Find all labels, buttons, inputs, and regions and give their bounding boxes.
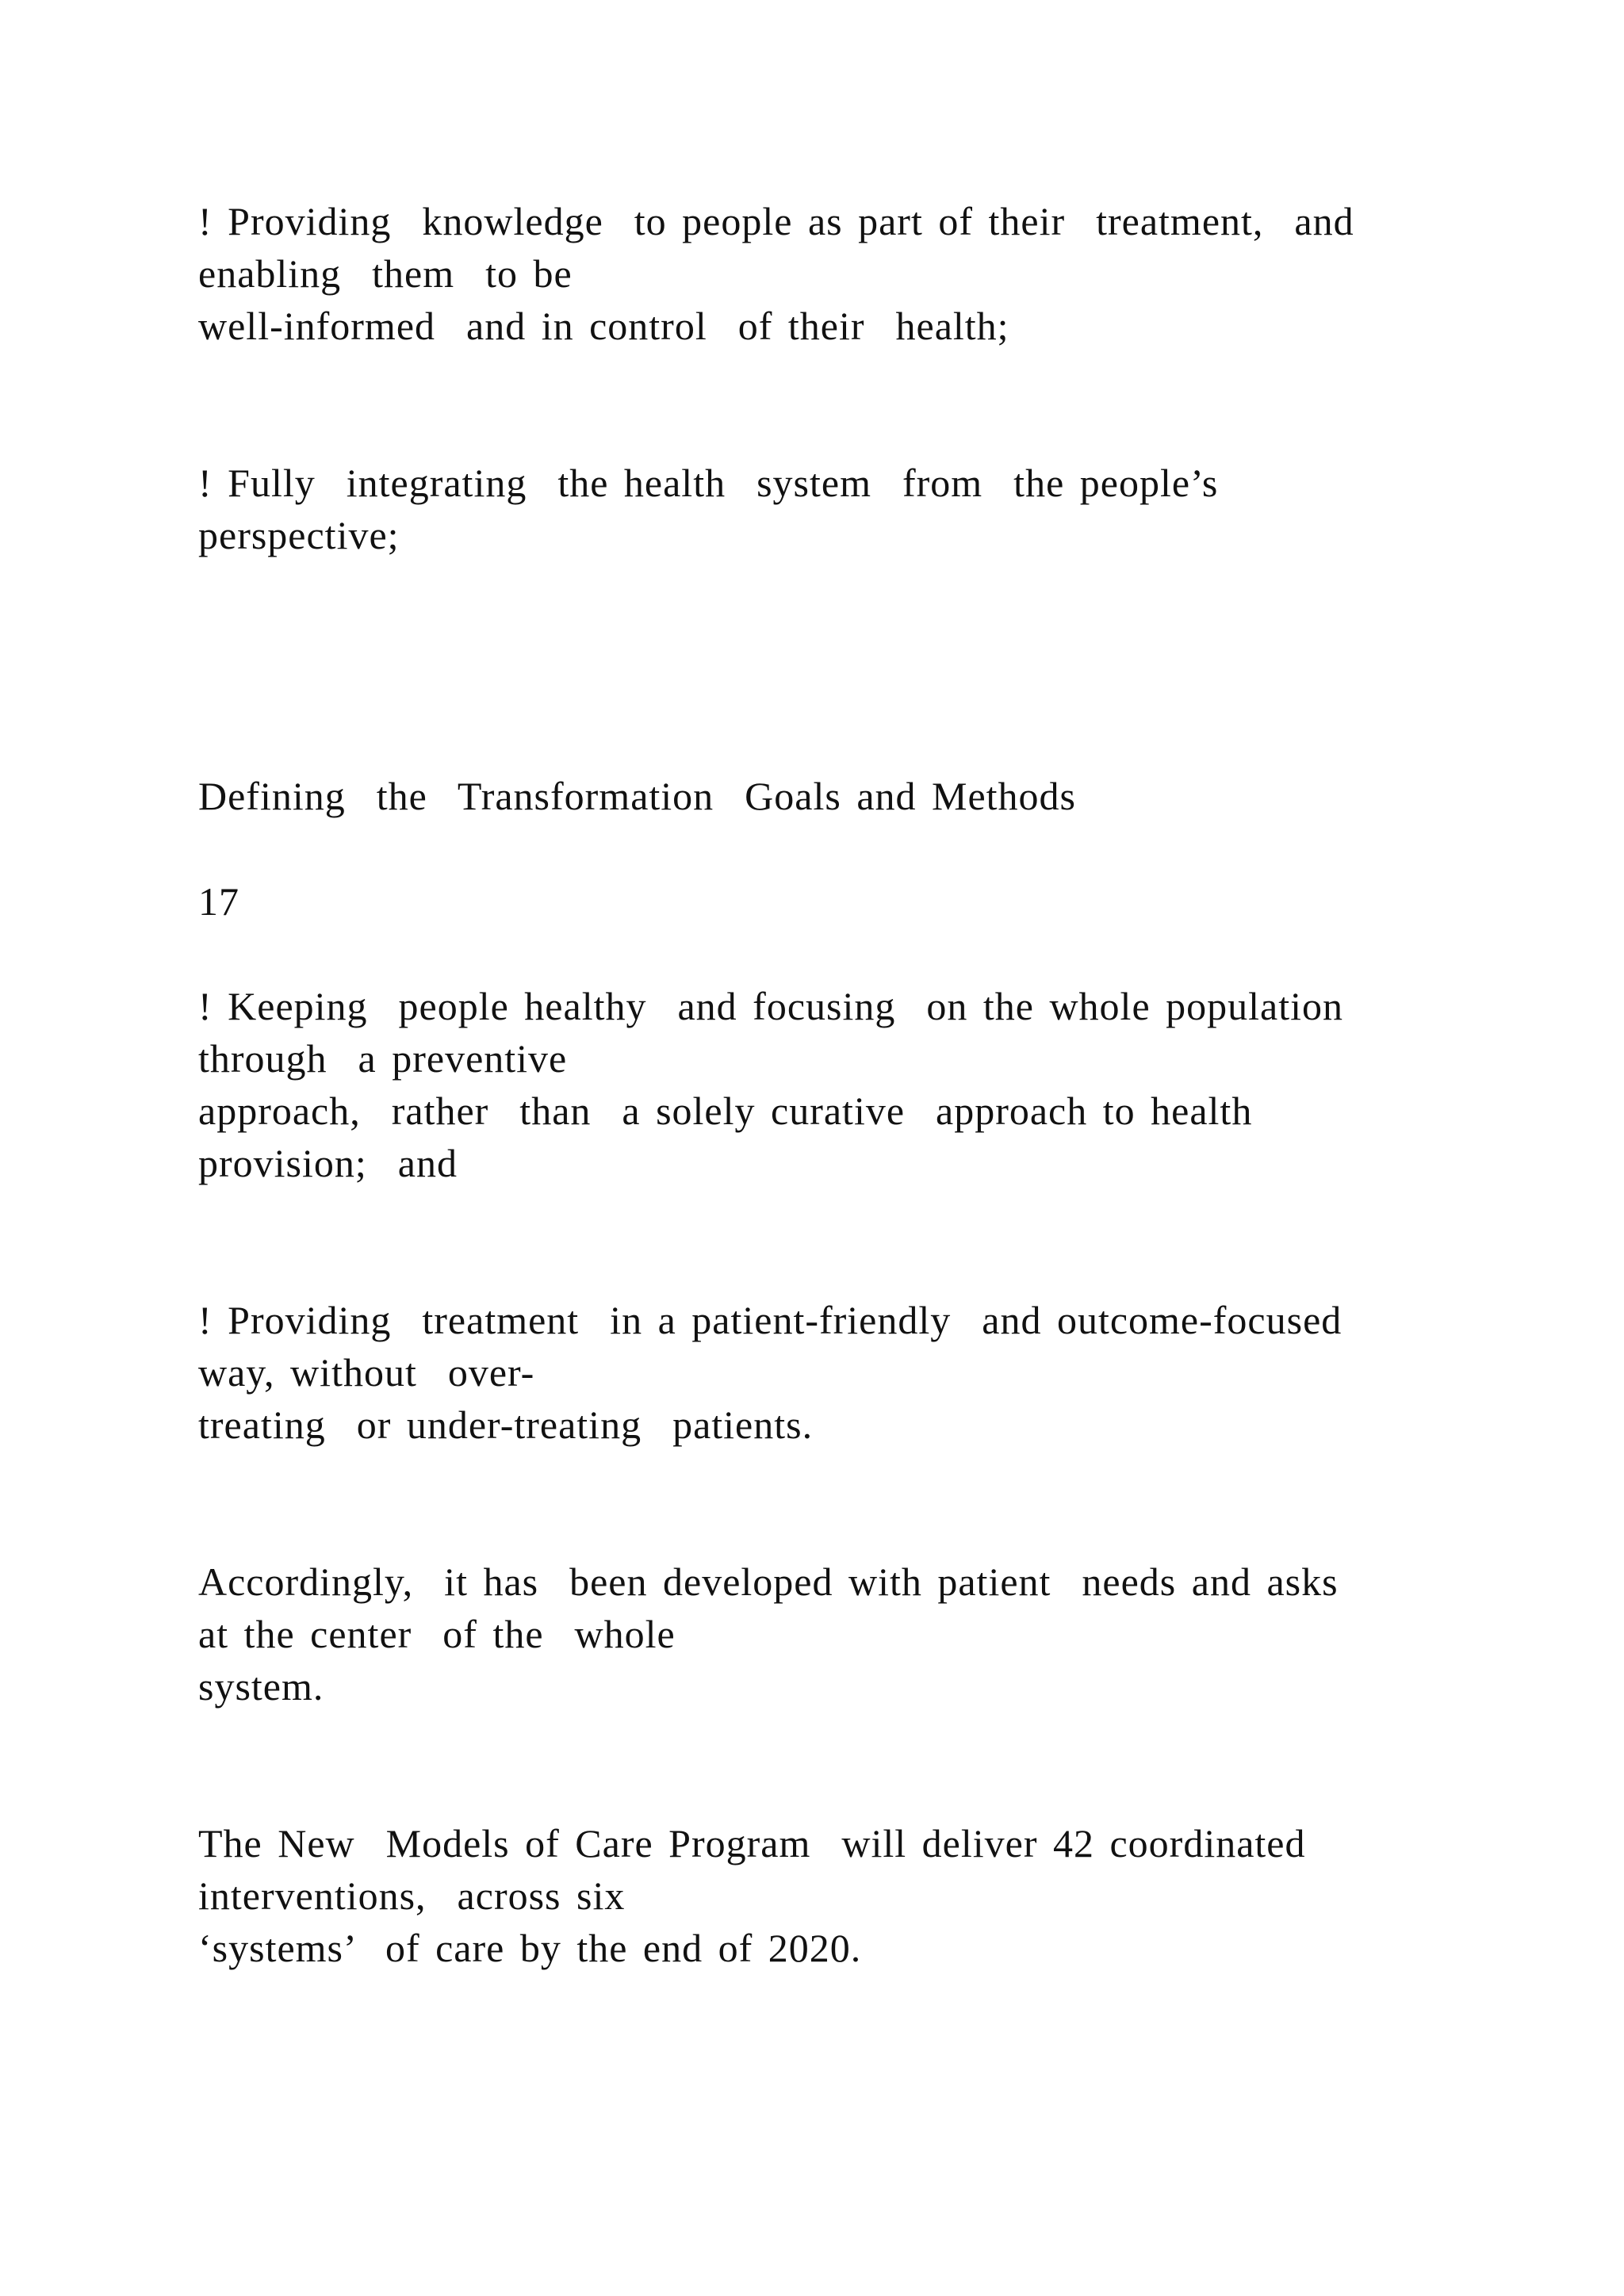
text-line: enabling them to be [198, 251, 573, 296]
text-line: approach, rather than a solely curative approach to health [198, 1089, 1253, 1133]
text-line: interventions, across six [198, 1873, 626, 1918]
text-line: ! Providing treatment in a patient-friendly and outcome-focused [198, 1298, 1342, 1342]
bullet-paragraph-knowledge [198, 195, 1435, 352]
text-line: ! Providing knowledge to people as part of their treatment, and [198, 199, 1354, 243]
text-line: way, without over- [198, 1350, 535, 1395]
text-line: at the center of the whole [198, 1612, 676, 1656]
text-line: The New Models of Care Program will deliver 42 coordinated [198, 1821, 1306, 1866]
text-line: system. [198, 1664, 324, 1709]
text-line: perspective; [198, 513, 400, 557]
bullet-paragraph-treatment [198, 1294, 1435, 1451]
bullet-paragraph-prevention [198, 980, 1435, 1189]
paragraph-new-models-of-care [198, 1817, 1435, 1974]
text-line: well-informed and in control of their health; [198, 304, 1009, 348]
header-text: Defining the Transformation Goals and Methods [198, 774, 1077, 818]
paragraph-accordingly [198, 1556, 1435, 1712]
bullet-paragraph-integration [198, 457, 1435, 561]
text-line: provision; and [198, 1141, 458, 1185]
text-line: ‘systems’ of care by the end of 2020. [198, 1926, 862, 1970]
text-line: Accordingly, it has been developed with patient needs and asks [198, 1559, 1339, 1604]
text-line: ! Keeping people healthy and focusing on the whole population [198, 984, 1344, 1028]
text-line: through a preventive [198, 1036, 568, 1081]
page-number-text: 17 [198, 879, 239, 924]
text-line: ! Fully integrating the health system from the people’s [198, 461, 1219, 505]
page-number [198, 875, 1435, 928]
running-header [198, 770, 1435, 822]
text-line: treating or under-treating patients. [198, 1402, 814, 1447]
